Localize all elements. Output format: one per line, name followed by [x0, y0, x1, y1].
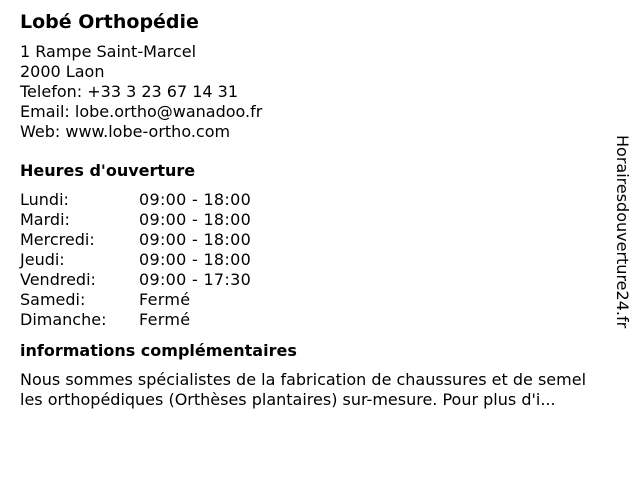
email-line: Email: lobe.ortho@wanadoo.fr: [20, 102, 263, 121]
address-street: 1 Rampe Saint-Marcel: [20, 42, 197, 61]
hours-row-thursday: [20, 250, 620, 270]
hours-row-wednesday: [20, 230, 620, 250]
hours-row-monday: [20, 190, 620, 210]
address-city: 2000 Laon: [20, 62, 105, 81]
hours-time: 09:00 - 17:30: [139, 270, 252, 289]
hours-day: Dimanche:: [20, 310, 107, 329]
hours-title: Heures d'ouverture: [20, 161, 196, 180]
hours-table: [20, 190, 620, 330]
hours-time: 09:00 - 18:00: [139, 250, 252, 269]
hours-day: Vendredi:: [20, 270, 96, 289]
hours-row-saturday: [20, 290, 620, 310]
hours-row-tuesday: [20, 210, 620, 230]
hours-time: Fermé: [139, 290, 191, 309]
business-card: [20, 10, 620, 410]
business-name: Lobé Orthopédie: [20, 11, 199, 33]
info-line-1: Nous sommes spécialistes de la fabrication de chaussures et de semel: [20, 370, 587, 389]
hours-time: Fermé: [139, 310, 191, 329]
phone-line: Telefon: +33 3 23 67 14 31: [20, 82, 239, 101]
hours-day: Jeudi:: [20, 250, 65, 269]
hours-time: 09:00 - 18:00: [139, 190, 252, 209]
hours-day: Mardi:: [20, 210, 70, 229]
info-line-2: les orthopédiques (Orthèses plantaires) sur-mesure. Pour plus d'i...: [20, 390, 556, 409]
hours-day: Samedi:: [20, 290, 86, 309]
side-brand-text: Horairesdouverture24.fr: [613, 135, 632, 329]
hours-row-friday: [20, 270, 620, 290]
info-title: informations complémentaires: [20, 341, 297, 360]
web-line: Web: www.lobe-ortho.com: [20, 122, 231, 141]
hours-time: 09:00 - 18:00: [139, 210, 252, 229]
side-brand-watermark: [612, 135, 632, 375]
contact-block: [20, 42, 620, 142]
hours-day: Lundi:: [20, 190, 69, 209]
hours-row-sunday: [20, 310, 620, 330]
hours-time: 09:00 - 18:00: [139, 230, 252, 249]
hours-day: Mercredi:: [20, 230, 95, 249]
